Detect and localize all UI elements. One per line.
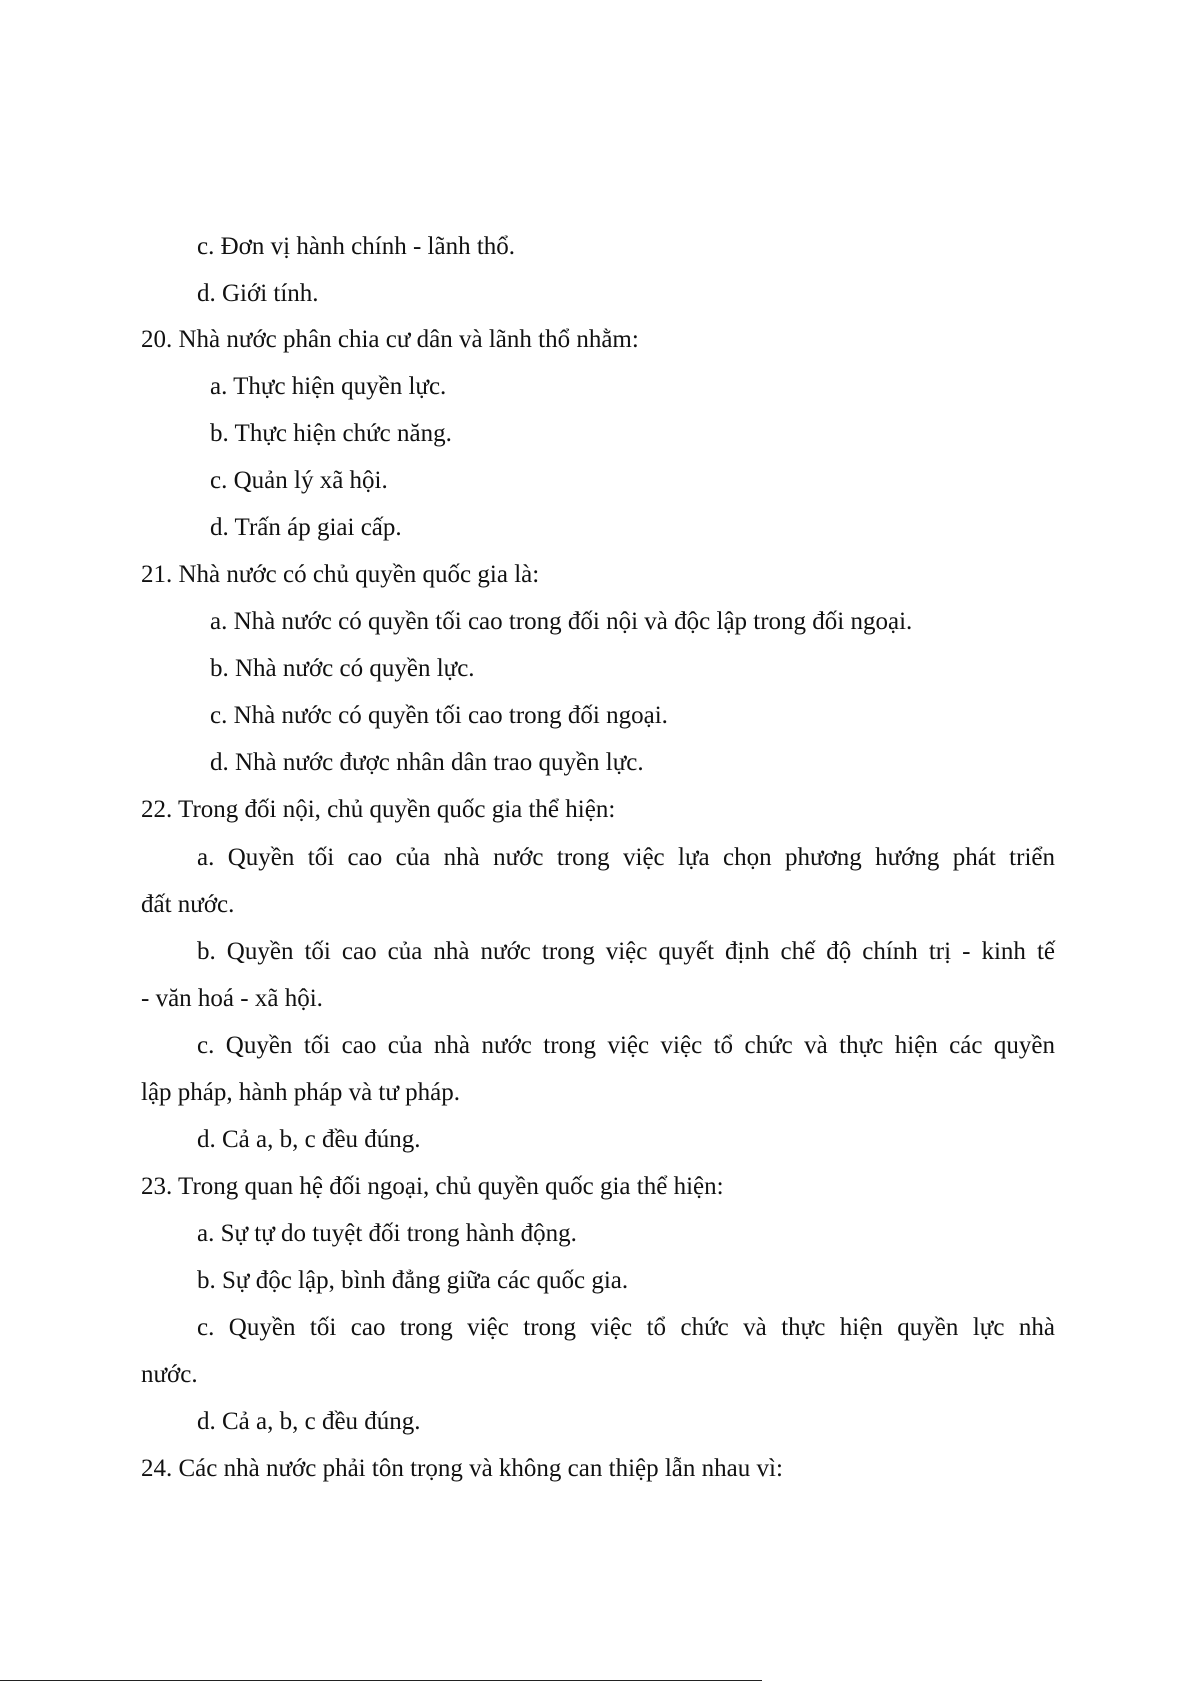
question-23: 23. Trong quan hệ đối ngoại, chủ quyền quốc gia thể hiện: — [141, 1173, 724, 1200]
q23-option-b: b. Sự độc lập, bình đẳng giữa các quốc gia. — [197, 1267, 629, 1294]
q23-option-c-line1: c. Quyền tối cao trong việc trong việc tổ chức và thực hiện quyền lực nhà — [197, 1314, 1055, 1341]
question-21: 21. Nhà nước có chủ quyền quốc gia là: — [141, 561, 540, 588]
q21-option-b: b. Nhà nước có quyền lực. — [210, 655, 475, 682]
q22-option-c-line2: lập pháp, hành pháp và tư pháp. — [141, 1079, 461, 1106]
question-20: 20. Nhà nước phân chia cư dân và lãnh thổ nhằm: — [141, 326, 639, 353]
q22-option-a-line2: đất nước. — [141, 891, 235, 918]
q21-option-d: d. Nhà nước được nhân dân trao quyền lực. — [210, 749, 644, 776]
question-24: 24. Các nhà nước phải tôn trọng và không can thiệp lẫn nhau vì: — [141, 1455, 783, 1482]
option-c-carry: c. Đơn vị hành chính - lãnh thổ. — [197, 233, 516, 260]
q22-option-c-line1: c. Quyền tối cao của nhà nước trong việc việc tổ chức và thực hiện các quyền — [197, 1032, 1055, 1059]
question-22: 22. Trong đối nội, chủ quyền quốc gia thể hiện: — [141, 796, 616, 823]
q22-option-b-line1: b. Quyền tối cao của nhà nước trong việc quyết định chế độ chính trị - kinh tế — [197, 938, 1055, 965]
q21-option-a: a. Nhà nước có quyền tối cao trong đối nội và độc lập trong đối ngoại. — [210, 608, 913, 635]
q20-option-b: b. Thực hiện chức năng. — [210, 420, 452, 447]
q23-option-c-line2: nước. — [141, 1361, 198, 1388]
bottom-rule — [0, 1680, 762, 1681]
q22-option-b-line2: - văn hoá - xã hội. — [141, 985, 323, 1012]
q22-option-d: d. Cả a, b, c đều đúng. — [197, 1126, 421, 1153]
q22-option-a-line1: a. Quyền tối cao của nhà nước trong việc lựa chọn phương hướng phát triển — [197, 844, 1055, 871]
q20-option-a: a. Thực hiện quyền lực. — [210, 373, 447, 400]
q23-option-d: d. Cả a, b, c đều đúng. — [197, 1408, 421, 1435]
option-d-carry: d. Giới tính. — [197, 280, 319, 307]
q20-option-d: d. Trấn áp giai cấp. — [210, 514, 402, 541]
q20-option-c: c. Quản lý xã hội. — [210, 467, 388, 494]
q21-option-c: c. Nhà nước có quyền tối cao trong đối ngoại. — [210, 702, 668, 729]
q23-option-a: a. Sự tự do tuyệt đối trong hành động. — [197, 1220, 577, 1247]
